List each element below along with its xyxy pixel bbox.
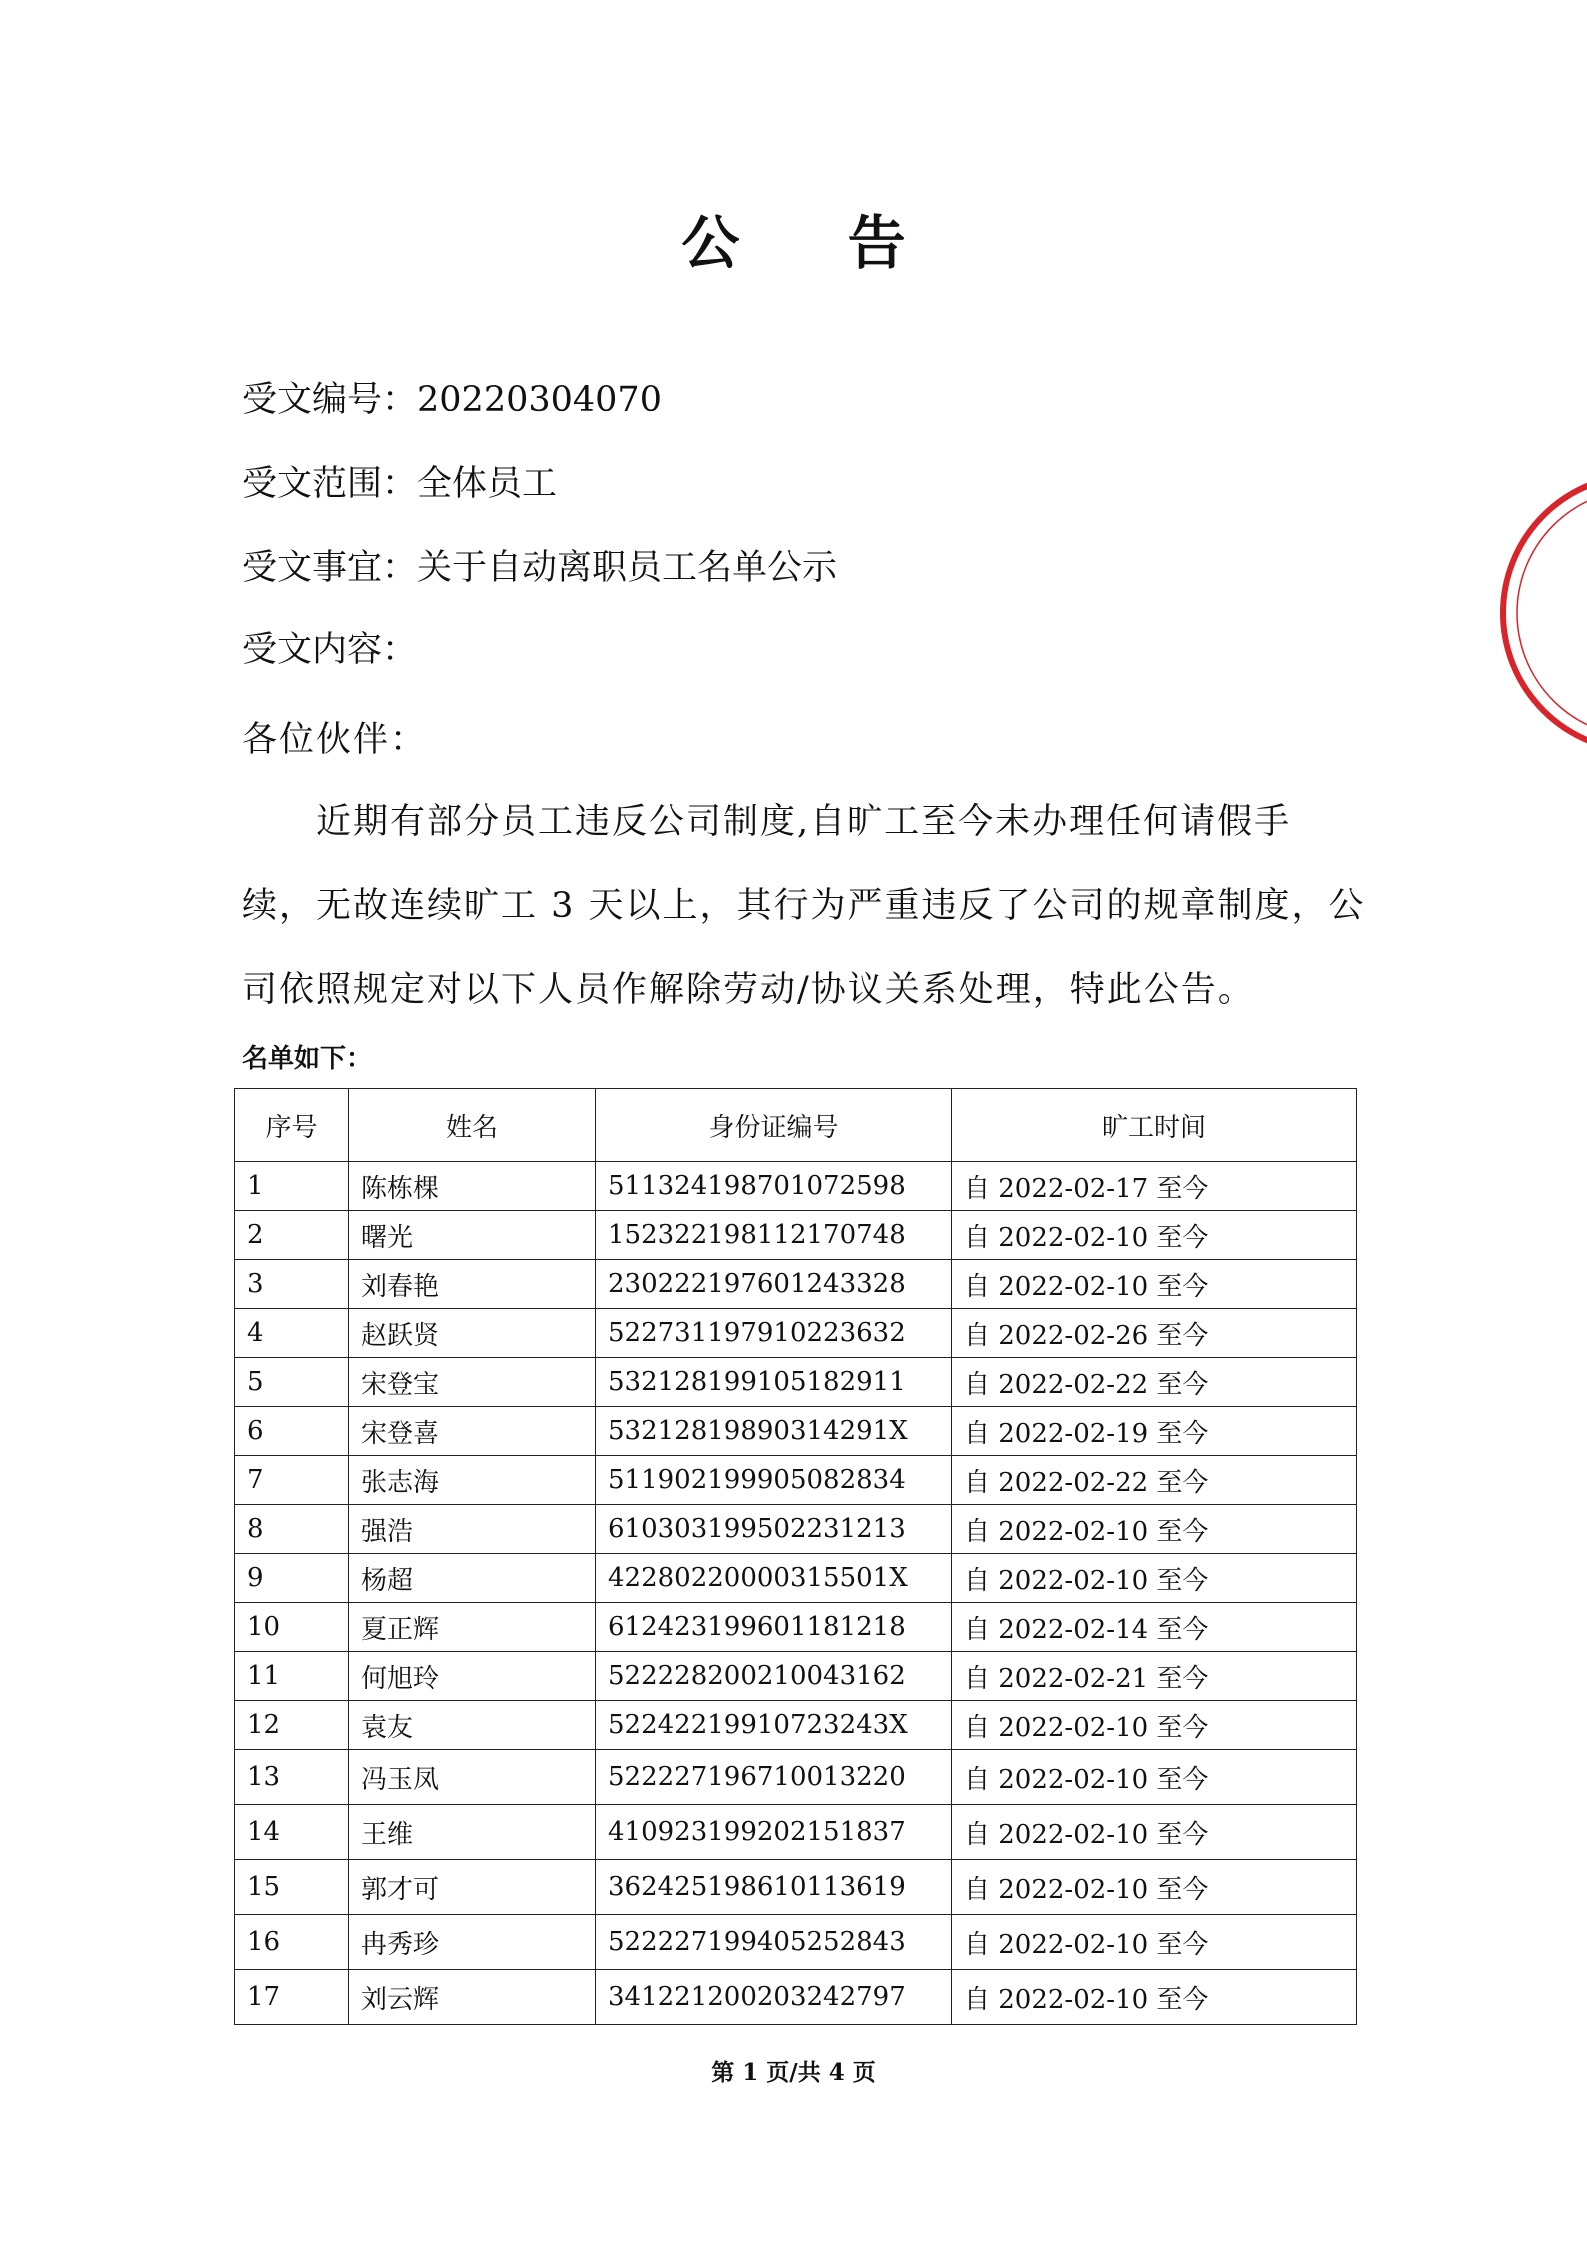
greeting: 各位伙伴： <box>242 720 428 760</box>
table-row <box>235 1701 1357 1750</box>
cell-name: 陈栋棵 <box>349 1162 596 1211</box>
doc-matter-label: 受文事宜： <box>242 548 418 588</box>
doc-scope-line <box>242 462 557 506</box>
cell-seq: 14 <box>235 1805 349 1860</box>
cell-name: 强浩 <box>349 1505 596 1554</box>
cell-seq: 10 <box>235 1603 349 1652</box>
cell-seq: 11 <box>235 1652 349 1701</box>
table-row <box>235 1358 1357 1407</box>
cell-absence-period: 自 2022-02-19 至今 <box>952 1407 1357 1456</box>
doc-scope-value: 全体员工 <box>417 464 558 504</box>
table-row <box>235 1309 1357 1358</box>
table-row <box>235 1970 1357 2025</box>
cell-seq: 12 <box>235 1701 349 1750</box>
cell-id-number: 522731197910223632 <box>596 1309 952 1358</box>
table-row <box>235 1603 1357 1652</box>
cell-absence-period: 自 2022-02-10 至今 <box>952 1970 1357 2025</box>
cell-id-number: 511324198701072598 <box>596 1162 952 1211</box>
cell-id-number: 53212819890314291X <box>596 1407 952 1456</box>
cell-name: 宋登宝 <box>349 1358 596 1407</box>
company-seal <box>1496 468 1587 758</box>
cell-absence-period: 自 2022-02-10 至今 <box>952 1260 1357 1309</box>
doc-content-line <box>242 628 417 672</box>
cell-seq: 8 <box>235 1505 349 1554</box>
cell-absence-period: 自 2022-02-10 至今 <box>952 1505 1357 1554</box>
cell-name: 刘春艳 <box>349 1260 596 1309</box>
table-row <box>235 1554 1357 1603</box>
table-body <box>235 1162 1357 2025</box>
doc-number-line <box>242 378 662 422</box>
header-seq: 序号 <box>235 1089 349 1162</box>
cell-name: 郭才可 <box>349 1860 596 1915</box>
cell-name: 夏正辉 <box>349 1603 596 1652</box>
cell-name: 王维 <box>349 1805 596 1860</box>
cell-absence-period: 自 2022-02-22 至今 <box>952 1456 1357 1505</box>
cell-absence-period: 自 2022-02-26 至今 <box>952 1309 1357 1358</box>
cell-absence-period: 自 2022-02-17 至今 <box>952 1162 1357 1211</box>
cell-absence-period: 自 2022-02-10 至今 <box>952 1554 1357 1603</box>
table-row <box>235 1211 1357 1260</box>
cell-absence-period: 自 2022-02-10 至今 <box>952 1915 1357 1970</box>
cell-name: 刘云辉 <box>349 1970 596 2025</box>
table-row <box>235 1750 1357 1805</box>
cell-seq: 16 <box>235 1915 349 1970</box>
cell-id-number: 522228200210043162 <box>596 1652 952 1701</box>
cell-name: 曙光 <box>349 1211 596 1260</box>
doc-content-label: 受文内容： <box>242 630 418 670</box>
paragraph-line-1: 近期有部分员工违反公司制度,自旷工至今未办理任何请假手 <box>316 802 1292 842</box>
cell-id-number: 410923199202151837 <box>596 1805 952 1860</box>
page-footer: 第 1 页/共 4 页 <box>711 2059 876 2086</box>
absentee-table <box>234 1088 1357 2025</box>
cell-id-number: 522227199405252843 <box>596 1915 952 1970</box>
cell-seq: 4 <box>235 1309 349 1358</box>
header-absence: 旷工时间 <box>952 1089 1357 1162</box>
table-row <box>235 1805 1357 1860</box>
cell-name: 杨超 <box>349 1554 596 1603</box>
cell-id-number: 362425198610113619 <box>596 1860 952 1915</box>
cell-seq: 6 <box>235 1407 349 1456</box>
cell-id-number: 522227196710013220 <box>596 1750 952 1805</box>
cell-seq: 9 <box>235 1554 349 1603</box>
cell-id-number: 511902199905082834 <box>596 1456 952 1505</box>
cell-absence-period: 自 2022-02-10 至今 <box>952 1860 1357 1915</box>
cell-id-number: 612423199601181218 <box>596 1603 952 1652</box>
cell-absence-period: 自 2022-02-21 至今 <box>952 1652 1357 1701</box>
list-label: 名单如下： <box>242 1044 373 1074</box>
cell-seq: 5 <box>235 1358 349 1407</box>
cell-name: 赵跃贤 <box>349 1309 596 1358</box>
cell-seq: 17 <box>235 1970 349 2025</box>
cell-name: 宋登喜 <box>349 1407 596 1456</box>
paragraph-line-2: 续，无故连续旷工 3 天以上，其行为严重违反了公司的规章制度，公 <box>242 886 1366 926</box>
table-row <box>235 1260 1357 1309</box>
table-row <box>235 1860 1357 1915</box>
cell-seq: 2 <box>235 1211 349 1260</box>
cell-seq: 3 <box>235 1260 349 1309</box>
cell-seq: 13 <box>235 1750 349 1805</box>
cell-name: 冉秀珍 <box>349 1915 596 1970</box>
cell-absence-period: 自 2022-02-10 至今 <box>952 1701 1357 1750</box>
cell-id-number: 532128199105182911 <box>596 1358 952 1407</box>
cell-absence-period: 自 2022-02-14 至今 <box>952 1603 1357 1652</box>
paragraph-line-3: 司依照规定对以下人员作解除劳动/协议关系处理，特此公告。 <box>242 970 1255 1010</box>
cell-seq: 15 <box>235 1860 349 1915</box>
cell-id-number: 230222197601243328 <box>596 1260 952 1309</box>
table-row <box>235 1407 1357 1456</box>
doc-number-label: 受文编号： <box>242 380 418 420</box>
doc-scope-label: 受文范围： <box>242 464 418 504</box>
doc-matter-value: 关于自动离职员工名单公示 <box>417 548 838 588</box>
cell-absence-period: 自 2022-02-10 至今 <box>952 1805 1357 1860</box>
page-title: 公 告 <box>681 209 950 277</box>
doc-matter-line <box>242 546 837 590</box>
table-row <box>235 1652 1357 1701</box>
cell-id-number: 152322198112170748 <box>596 1211 952 1260</box>
cell-name: 袁友 <box>349 1701 596 1750</box>
table-row <box>235 1915 1357 1970</box>
cell-absence-period: 自 2022-02-10 至今 <box>952 1211 1357 1260</box>
header-name: 姓名 <box>349 1089 596 1162</box>
doc-number-value: 20220304070 <box>417 380 662 420</box>
cell-id-number: 610303199502231213 <box>596 1505 952 1554</box>
cell-seq: 1 <box>235 1162 349 1211</box>
cell-name: 冯玉凤 <box>349 1750 596 1805</box>
table-row <box>235 1505 1357 1554</box>
cell-id-number: 52242219910723243X <box>596 1701 952 1750</box>
cell-id-number: 42280220000315501X <box>596 1554 952 1603</box>
table-row <box>235 1456 1357 1505</box>
table-row <box>235 1162 1357 1211</box>
cell-seq: 7 <box>235 1456 349 1505</box>
cell-name: 何旭玲 <box>349 1652 596 1701</box>
header-id: 身份证编号 <box>596 1089 952 1162</box>
table-header-row <box>235 1089 1357 1162</box>
cell-id-number: 341221200203242797 <box>596 1970 952 2025</box>
cell-absence-period: 自 2022-02-10 至今 <box>952 1750 1357 1805</box>
cell-absence-period: 自 2022-02-22 至今 <box>952 1358 1357 1407</box>
cell-name: 张志海 <box>349 1456 596 1505</box>
